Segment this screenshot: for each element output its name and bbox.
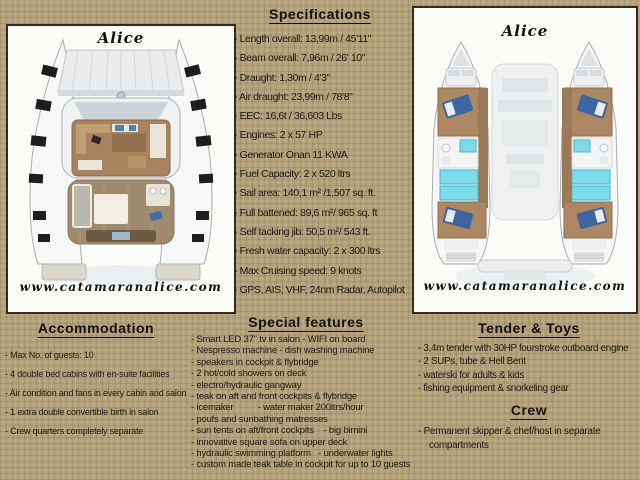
hull-layout-drawing: [414, 8, 636, 312]
spec-item: - Length overall: 13,99m / 45'11": [234, 33, 372, 45]
accommodation-section: [0, 320, 192, 441]
crew-section: [418, 402, 630, 453]
feature-item: - 2 hot/cold showers on deck: [191, 368, 307, 380]
specifications-list: [234, 30, 406, 300]
tender-item: - waterski for adults & kids: [418, 369, 524, 381]
accommodation-title: Accommodation: [37, 320, 155, 336]
spec-item: - Max Cruising speed: 9 knots: [234, 264, 362, 277]
feature-item: - custom made teak table in cockpit for up to 10 guests: [191, 459, 411, 471]
website-text: www.catamaranalice.com: [423, 279, 627, 293]
tender-toys-title: Tender & Toys: [478, 320, 580, 336]
special-features-title: Special features: [248, 314, 364, 330]
accommodation-item: - Max No. of guests: 10: [5, 350, 94, 360]
feature-item: - hydraulic swimming platform - underwater lights: [191, 448, 393, 460]
feature-item: - speakers in cockpit & flybridge: [191, 356, 319, 368]
feature-item: - teak on aft and front cockpits & flybridge: [191, 391, 357, 403]
deck-plan-drawing: [8, 26, 234, 312]
website-text: www.catamaranalice.com: [19, 280, 223, 294]
feature-item: - electro/hydraulic gangway: [191, 379, 302, 391]
accommodation-item: - 1 extra double convertible birth in salon: [5, 407, 159, 417]
spec-item: - Fresh water capacity: 2 x 300 ltrs: [234, 245, 381, 258]
tender-item: - 3,4m tender with 30HP fourstroke outboard engine: [418, 343, 629, 354]
specifications-section: [234, 6, 406, 300]
spec-item: - GPS, AIS, VHF, 24nm Radar, Autopilot: [234, 283, 405, 296]
crew-list: [418, 425, 630, 453]
feature-item: - innovative square sofa on upper deck: [191, 436, 348, 448]
spec-item: - Draught: 1,30m / 4'3": [234, 71, 330, 84]
spec-item: - Fuel Capacity: 2 x 520 ltrs: [234, 168, 351, 181]
boat-name: Alice: [97, 29, 145, 47]
tender-toys-list: [418, 342, 640, 396]
hull-layout-panel: [412, 6, 638, 314]
boat-name: Alice: [501, 22, 549, 40]
spec-item: - Full battened: 89,6 m²/ 965 sq. ft: [234, 206, 378, 219]
accommodation-list: [0, 346, 192, 441]
spec-item: - Beam overall: 7,96m / 26' 10": [234, 52, 366, 65]
crew-item: - Permanent skipper & chef/host in separate compartments: [418, 426, 604, 451]
specifications-title: Specifications: [269, 6, 371, 22]
tender-item: - fishing equipment & snorkeling gear: [418, 383, 569, 395]
feature-item: - Nespresso machine - dish washing machine: [191, 345, 375, 357]
feature-item: - Smart LED 37" tv in salon - WIFI on board: [191, 334, 366, 345]
spec-item: - Sail area: 140,1 m² /1,507 sq. ft.: [234, 187, 376, 200]
tender-item: - 2 SUPs, tube & Hell Bent: [418, 356, 526, 368]
accommodation-item: - Air condition and fans in every cabin and salon: [5, 388, 187, 398]
accommodation-item: - Crew quarters completely separate: [5, 426, 144, 436]
spec-item: - Air draught: 23,99m / 78'8": [234, 90, 353, 103]
accommodation-item: - 4 double bed cabins with en-suite facilities: [5, 369, 170, 379]
feature-item: - sun tents on aft/front cockpits - big bimini: [191, 425, 368, 437]
spec-item: - Engines: 2 x 57 HP: [234, 129, 323, 142]
special-features-list: [186, 334, 442, 471]
deck-plan-panel: [6, 24, 236, 314]
spec-item: - EEC: 16,6t / 36,603 Lbs: [234, 110, 342, 123]
tender-toys-section: [418, 320, 640, 396]
special-features-section: [186, 314, 442, 471]
spec-item: - Self tacking jib: 50,5 m²/ 543 ft.: [234, 225, 371, 238]
crew-title: Crew: [510, 402, 548, 418]
spec-item: - Generator Onan 11 KWA: [234, 148, 348, 161]
feature-item: - icemaker - water maker 200ltrs/hour: [191, 402, 364, 414]
feature-item: - poufs and sunbathing matresses: [191, 413, 328, 425]
